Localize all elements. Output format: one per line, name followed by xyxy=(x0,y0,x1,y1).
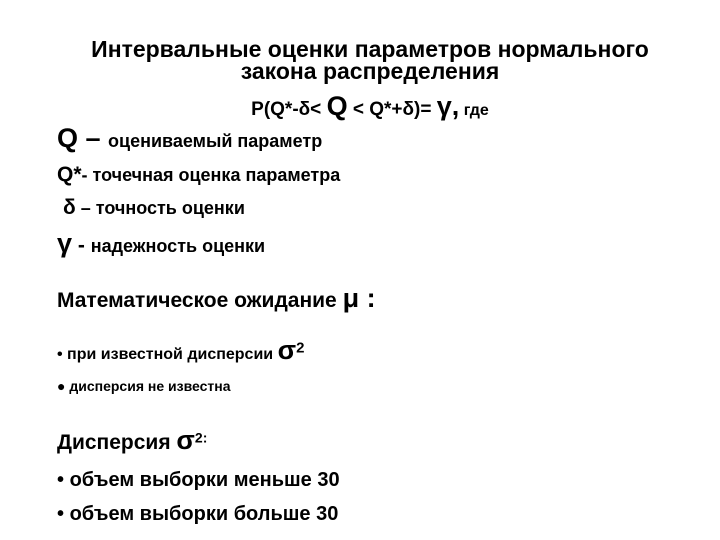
definition-q-symbol: Q xyxy=(57,123,79,153)
variance-item-small-sample xyxy=(57,469,340,492)
definition-q-dash: – xyxy=(78,123,109,153)
bullet-icon: • xyxy=(57,346,63,363)
definition-gamma-symbol: γ xyxy=(57,228,73,258)
expectation-colon: : xyxy=(359,283,376,313)
definition-gamma xyxy=(57,228,265,259)
expectation-item-unknown-text: дисперсия не известна xyxy=(65,378,231,394)
formula-where: где xyxy=(459,102,489,119)
definition-gamma-text: надежность оценки xyxy=(90,236,266,256)
definition-delta-dash: – xyxy=(75,198,96,218)
definition-q-star xyxy=(57,163,340,187)
variance-heading-text: Дисперсия xyxy=(57,431,177,454)
expectation-heading xyxy=(57,283,376,314)
expectation-item-known-variance xyxy=(57,335,304,366)
expectation-heading-text: Математическое ожидание xyxy=(57,289,343,312)
bullet-icon: • xyxy=(57,503,65,525)
formula-part-1: P(Q*-δ< xyxy=(251,99,327,120)
definition-q-star-dash: - xyxy=(81,165,93,185)
variance-item-small-text: объем выборки меньше 30 xyxy=(64,469,340,491)
title-line-2: закона распределения xyxy=(240,58,500,84)
bullet-icon: ● xyxy=(57,378,66,394)
sigma-symbol: σ xyxy=(277,335,297,365)
expectation-item-unknown-variance xyxy=(57,378,231,396)
formula-q: Q xyxy=(326,91,348,121)
definition-q-star-symbol: Q* xyxy=(57,163,82,186)
definition-q xyxy=(57,123,322,154)
expectation-mu-symbol: μ xyxy=(342,283,360,313)
formula-part-2: < Q*+δ)= xyxy=(347,99,437,120)
variance-sigma-symbol: σ xyxy=(176,425,195,455)
variance-item-large-text: объем выборки больше 30 xyxy=(64,503,339,525)
definition-delta-text: точность оценки xyxy=(95,198,245,218)
variance-heading xyxy=(57,425,207,456)
sigma-superscript: 2 xyxy=(296,339,305,357)
definition-gamma-dash: - xyxy=(72,234,91,257)
bullet-icon: • xyxy=(57,469,65,491)
variance-sigma-superscript: 2: xyxy=(194,429,208,446)
definition-delta xyxy=(63,196,245,220)
definition-q-star-text: точечная оценка параметра xyxy=(92,165,341,185)
formula-gamma: γ, xyxy=(436,91,460,121)
definition-delta-symbol: δ xyxy=(63,196,76,219)
definition-q-text: оцениваемый параметр xyxy=(108,131,323,151)
title-line-1: Интервальные оценки параметров нормального xyxy=(91,36,649,62)
probability-formula xyxy=(0,91,720,122)
expectation-item-known-text: при известной дисперсии xyxy=(62,346,278,363)
variance-item-large-sample xyxy=(57,503,338,526)
